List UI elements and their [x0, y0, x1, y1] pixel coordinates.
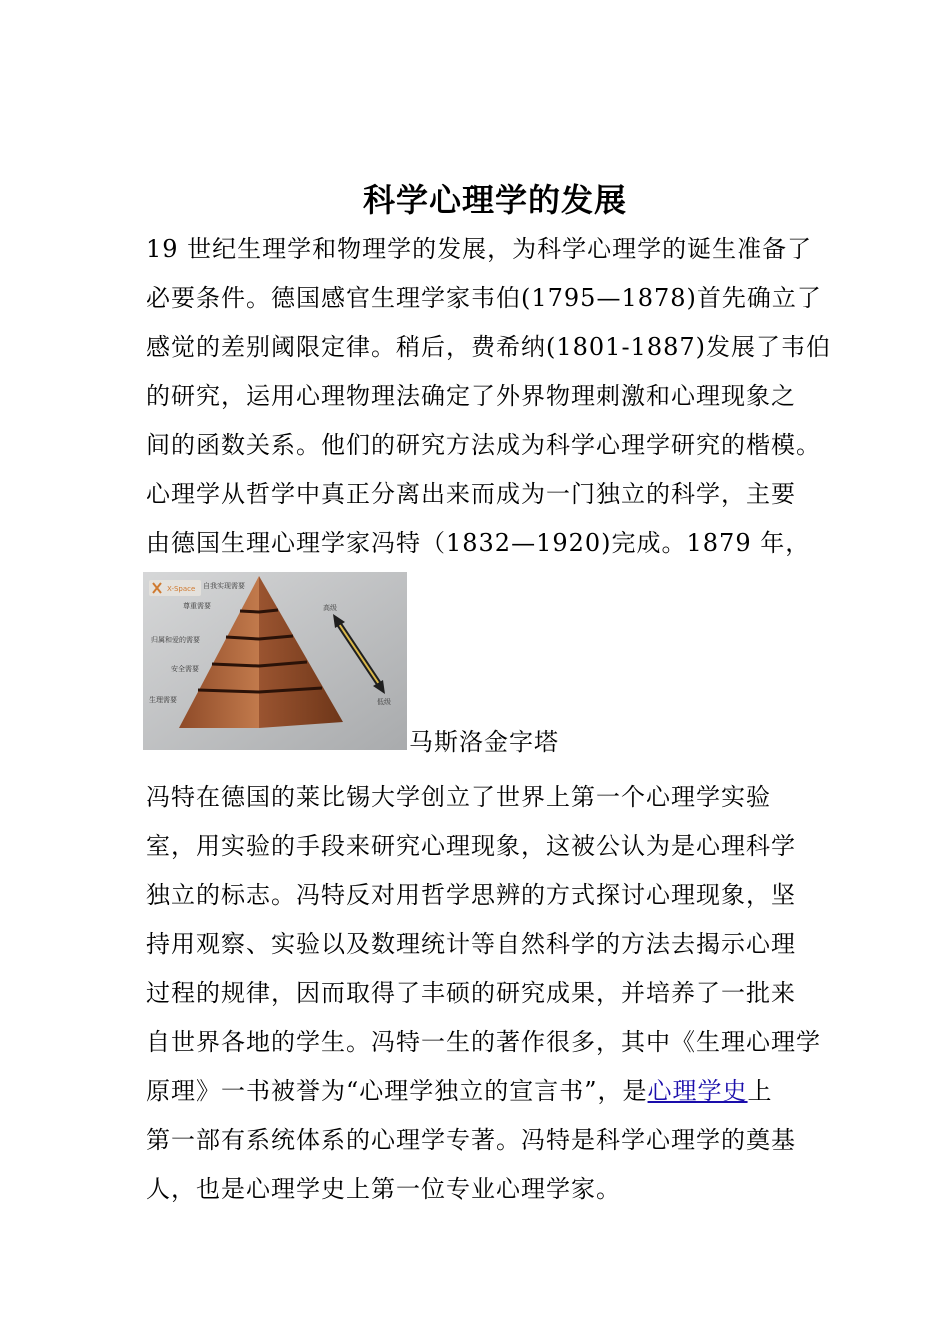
paragraph-1 [146, 225, 831, 568]
paragraph-line-with-link [146, 1067, 811, 1116]
paragraph-line: 19 世纪生理学和物理学的发展，为科学心理学的诞生准备了 [146, 235, 813, 263]
low-level-label: 低级 [377, 698, 391, 706]
paragraph-line: 独立的标志。冯特反对用哲学思辨的方式探讨心理现象，坚 [146, 881, 796, 909]
line-text-after-link: 上 [747, 1077, 773, 1105]
level-label: 安全需要 [171, 665, 199, 673]
level-label: 自我实现需要 [203, 582, 245, 590]
paragraph-line: 必要条件。德国感官生理学家韦伯(1795—1878)首先确立了 [146, 284, 822, 312]
paragraph-line: 的研究，运用心理物理法确定了外界物理刺激和心理现象之 [146, 382, 796, 410]
logo-text: X-Space [167, 585, 196, 593]
paragraph-line: 间的函数关系。他们的研究方法成为科学心理学研究的楷模。 [146, 431, 821, 459]
high-level-label: 高级 [323, 604, 337, 612]
figure-caption: 马斯洛金字塔 [409, 728, 559, 756]
level-label: 尊重需要 [183, 602, 211, 610]
paragraph-line: 室，用实验的手段来研究心理现象，这被公认为是心理科学 [146, 832, 796, 860]
paragraph-line: 心理学从哲学中真正分离出来而成为一门独立的科学，主要 [146, 480, 796, 508]
paragraph-line: 持用观察、实验以及数理统计等自然科学的方法去揭示心理 [146, 930, 796, 958]
paragraph-line: 感觉的差别阈限定律。稍后，费希纳(1801-1887)发展了韦伯 [146, 333, 831, 361]
paragraph-line: 人，也是心理学史上第一位专业心理学家。 [146, 1175, 621, 1203]
paragraph-line: 过程的规律，因而取得了丰硕的研究成果，并培养了一批来 [146, 979, 796, 1007]
paragraph-line: 自世界各地的学生。冯特一生的著作很多，其中《生理心理学 [146, 1028, 821, 1056]
line-text-before-link: 原理》一书被誉为“心理学独立的宣言书”，是 [146, 1077, 648, 1105]
level-label: 归属和爱的需要 [151, 636, 200, 644]
level-label: 生理需要 [149, 696, 177, 704]
logo-icon [149, 580, 201, 596]
paragraph-line: 由德国生理心理学家冯特（1832—1920)完成。1879 年， [146, 529, 811, 557]
paragraph-line: 冯特在德国的莱比锡大学创立了世界上第一个心理学实验 [146, 783, 771, 811]
paragraph-2 [146, 773, 821, 1214]
document-title: 科学心理学的发展 [362, 181, 627, 219]
maslow-pyramid-image [143, 572, 407, 750]
paragraph-line: 第一部有系统体系的心理学专著。冯特是科学心理学的奠基 [146, 1126, 796, 1154]
psychology-history-link[interactable]: 心理学史 [647, 1077, 748, 1105]
